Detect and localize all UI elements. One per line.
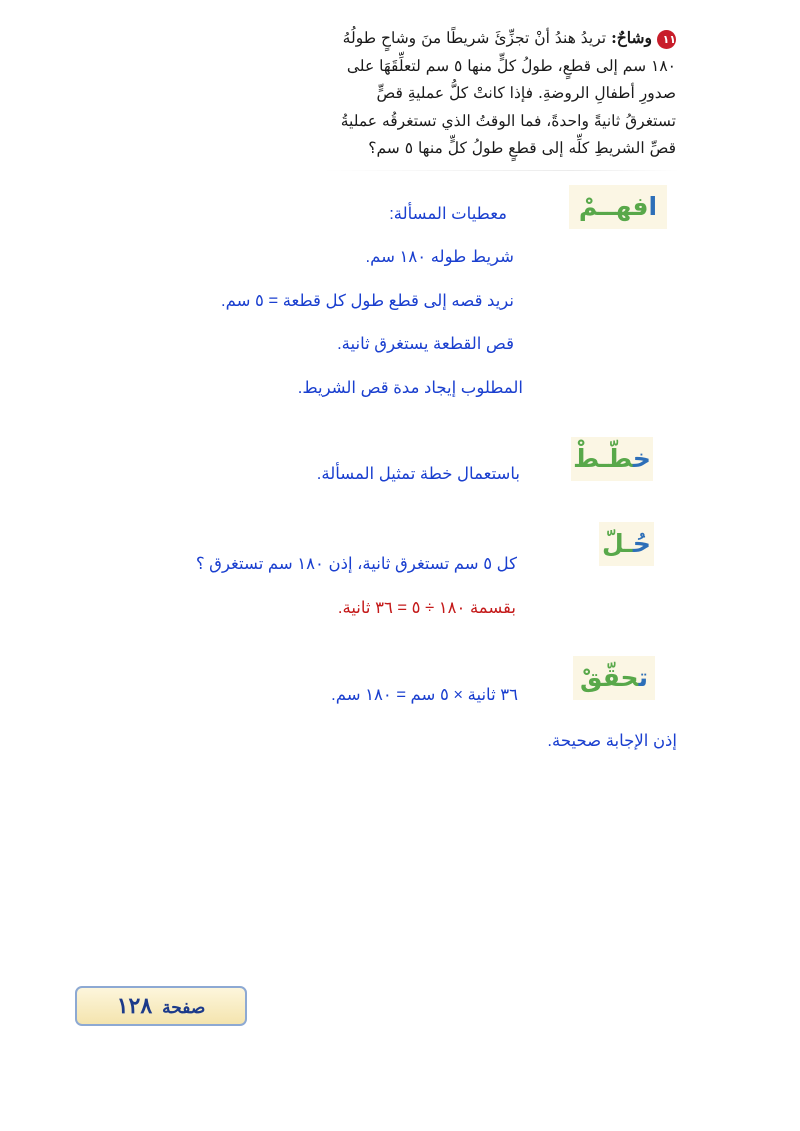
- problem-title: وشاحٌ:: [611, 28, 652, 47]
- step-label-understand-first: ا: [648, 192, 658, 221]
- step-label-check-rest: حقّقْ: [580, 663, 639, 692]
- page-number-box: [75, 986, 247, 1026]
- check-conclusion: إذن الإجابة صحيحة.: [547, 732, 677, 750]
- step-label-plan: [571, 437, 653, 481]
- plan-line-1: باستعمال خطة تمثيل المسألة.: [316, 465, 520, 483]
- problem-statement: [326, 24, 676, 163]
- understand-line-2: شريط طوله ١٨٠ سم.: [365, 248, 514, 266]
- problem-divider: [320, 170, 680, 171]
- understand-line-1: معطيات المسألة:: [389, 205, 507, 223]
- problem-number-badge: ١١: [657, 30, 676, 49]
- problem-line-2: ١٨٠ سم إلى قطعٍ، طولُ كلٍّ منها ٥ سم لتعلِّقَهَا على: [346, 56, 676, 75]
- problem-line-1: [326, 24, 676, 53]
- check-line-1: ٣٦ ثانية × ٥ سم = ١٨٠ سم.: [331, 686, 518, 704]
- step-label-check-first: ت: [638, 663, 648, 692]
- understand-line-4: قص القطعة يستغرق ثانية.: [337, 335, 514, 353]
- page-number: ١٢٨: [116, 993, 153, 1019]
- understand-line-5: المطلوب إيجاد مدة قص الشريط.: [297, 379, 523, 397]
- problem-line-3: صدورِ أطفالِ الروضةِ. فإذا كانتْ كلُّ عمليةِ قصٍّ: [376, 84, 676, 102]
- step-label-check: [573, 656, 655, 700]
- solve-line-1: كل ٥ سم تستغرق ثانية، إذن ١٨٠ سم تستغرق ؟: [195, 555, 517, 573]
- solve-result: بقسمة ١٨٠ ÷ ٥ = ٣٦ ثانية.: [337, 599, 516, 617]
- step-label-solve-first: حُ: [632, 529, 651, 558]
- step-label-solve-rest: ـلّ: [602, 529, 633, 558]
- problem-line-4: تستغرقُ ثانيةً واحدةً، فما الوقتُ الذي تستغرقُه عمليةُ: [340, 111, 676, 130]
- step-label-understand: [569, 185, 667, 229]
- understand-line-3: نريد قصه إلى قطع طول كل قطعة = ٥ سم.: [221, 292, 514, 310]
- problem-text: تريدُ هندُ أنْ تجزِّئَ شريطًا منَ وشاحٍ طولُهُ: [342, 29, 607, 47]
- page-word: صفحة: [162, 998, 206, 1018]
- step-label-plan-first: خ: [632, 444, 651, 473]
- step-label-understand-rest: فهــمْ: [578, 192, 649, 221]
- problem-line-5: قصِّ الشريطِ كلِّه إلى قطعٍ طولُ كلٍّ منها ٥ سم؟: [368, 139, 676, 157]
- step-label-plan-rest: طّـطْ: [573, 444, 633, 473]
- step-label-solve: [599, 522, 654, 566]
